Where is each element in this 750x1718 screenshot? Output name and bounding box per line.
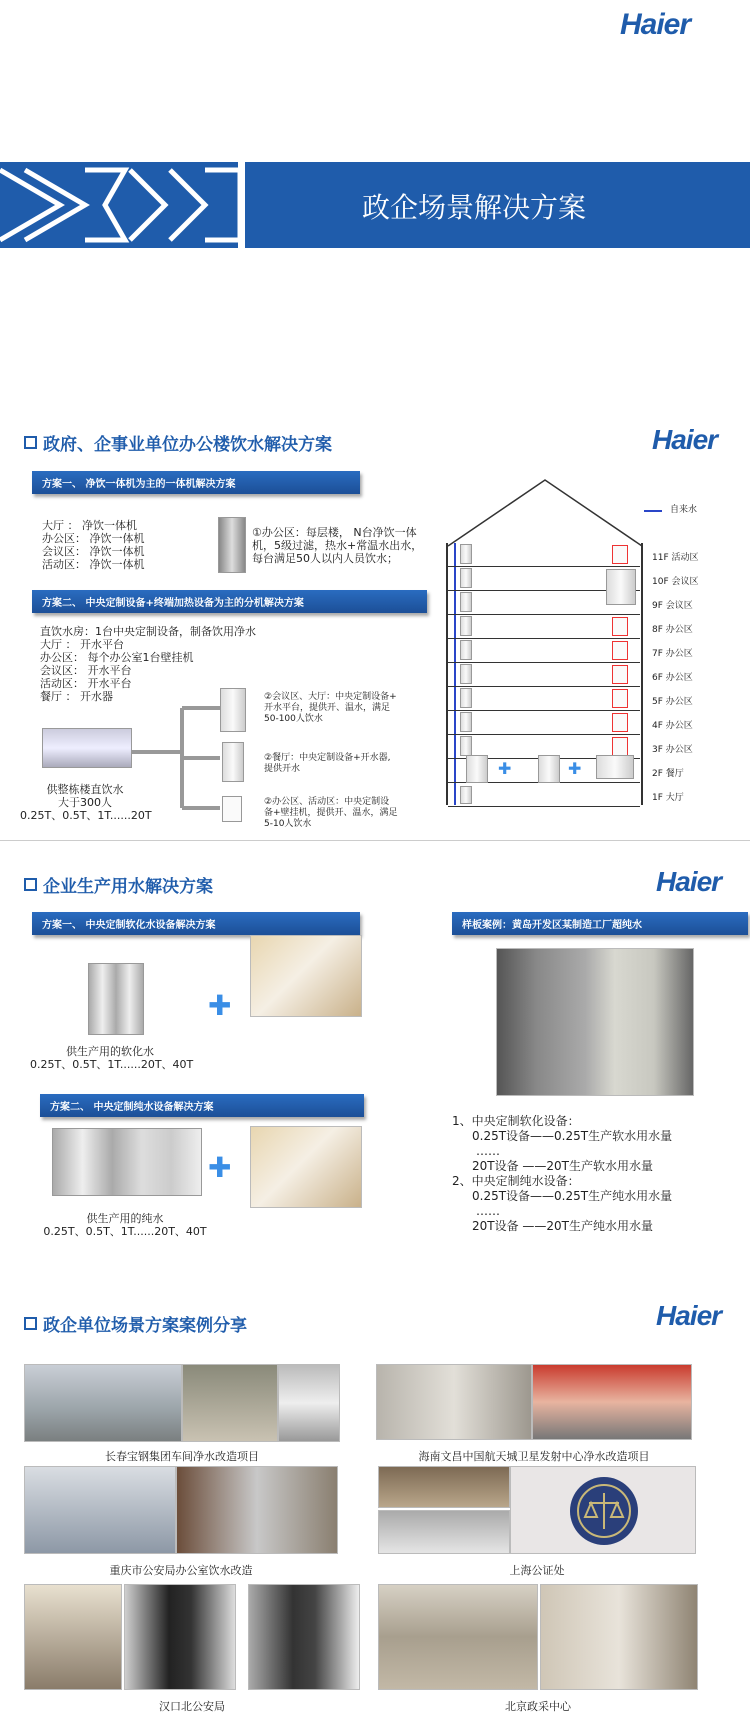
case-caption: 重庆市公安局办公室饮水改造 [109, 1564, 253, 1577]
banner-title: 政企场景解决方案 [362, 191, 587, 224]
plan2-bar: 方案二、 中央定制设备+终端加热设备为主的分机解决方案 [32, 590, 427, 613]
plan2-note2: ②餐厅：中央定制设备+开水器, 提供开水 [264, 753, 391, 774]
purifier-image [218, 517, 246, 573]
s2-plan1-caption: 供生产用的软化水 0.25T、0.5T、1T......20T、40T [30, 1045, 194, 1071]
notary-emblem-icon [511, 1467, 696, 1554]
building-roof [446, 478, 644, 548]
legend-line-icon [644, 510, 662, 512]
plus-icon: ✚ [208, 1151, 232, 1184]
central-equipment-image [42, 728, 132, 768]
wall-unit-image [612, 713, 628, 732]
section2-title: 企业生产用水解决方案 [24, 872, 213, 897]
floor-label: 6F 办公区 [652, 673, 693, 683]
s2-plan2-bar: 方案二、 中央定制纯水设备解决方案 [40, 1094, 364, 1117]
case-caption: 海南文昌中国航天城卫星发射中心净水改造项目 [418, 1450, 650, 1463]
floor-label: 7F 办公区 [652, 649, 693, 659]
case-photo [182, 1364, 278, 1442]
case-photo [378, 1510, 510, 1554]
boiler-image [222, 742, 244, 782]
case-photo [24, 1364, 182, 1442]
square-icon [24, 878, 37, 891]
case-photo [124, 1584, 236, 1690]
boiling-platform-image [220, 688, 246, 732]
square-icon [24, 1317, 37, 1330]
case-caption: 北京政采中心 [505, 1700, 571, 1713]
section1-title: 政府、企事业单位办公楼饮水解决方案 [24, 430, 332, 455]
wall-unit-image [612, 641, 628, 660]
s2-plan1-bar: 方案一、 中央定制软化水设备解决方案 [32, 912, 360, 935]
sample-lines: 1、中央定制软化设备： 0.25T设备——0.25T生产软水用水量 …… 20T设备 ——20T生产软水用水量 2、中央定制纯水设备： 0.25T设备——0.25T生产纯水用水量 …… 20T设备 ——20T生产纯水用水量 [452, 1114, 673, 1233]
plan1-areas: 大厅 ： 净饮一体机 办公区： 净饮一体机 会议区： 净饮一体机 活动区： 净饮一体机 [42, 519, 145, 571]
wall-mount-image [222, 796, 242, 822]
s2-plan2-caption: 供生产用的纯水 0.25T、0.5T、1T......20T、40T [43, 1212, 207, 1238]
central-equipment-image [596, 755, 634, 779]
floor-device-image [460, 568, 472, 588]
case-photo [24, 1584, 122, 1690]
square-icon [24, 436, 37, 449]
case-photo [176, 1466, 338, 1554]
banner-pattern-icon [0, 162, 245, 248]
case-caption: 长春宝钢集团车间净水改造项目 [105, 1450, 259, 1463]
floor-label: 10F 会议区 [652, 577, 699, 587]
floor-device-image [460, 712, 472, 732]
case-photo [248, 1584, 360, 1690]
plan2-source: 供整栋楼直饮水 大于300人 0.25T、0.5T、1T......20T [20, 783, 152, 822]
plan2-areas: 直饮水房：1台中央定制设备，制备饮用净水 大厅 ： 开水平台 办公区： 每个办公室1台壁挂机 会议区： 开水平台 活动区： 开水平台 餐厅 ： 开水器 [40, 625, 256, 703]
wall-unit-image [612, 689, 628, 708]
plan2-note1: ②会议区、大厅：中央定制设备+ 开水平台，提供开、温水，满足 50-100人饮水 [264, 692, 397, 724]
case-photo [378, 1466, 510, 1508]
plan2-note3: ②办公区、活动区：中央定制设 备+壁挂机，提供开、温水，满足 5-10人饮水 [264, 797, 398, 829]
floor-device-image [460, 640, 472, 660]
plus-icon: ✚ [208, 989, 232, 1022]
floor-row [448, 783, 640, 807]
section-divider [0, 840, 750, 841]
floor-device-image [460, 664, 472, 684]
case-photo [378, 1584, 538, 1690]
case-photo [510, 1466, 696, 1554]
case-photo [532, 1364, 692, 1440]
factory-photo [250, 1126, 362, 1208]
floor-label: 11F 活动区 [652, 553, 699, 563]
haier-logo: Haier [656, 866, 722, 897]
softener-image [88, 963, 144, 1035]
sample-photo [496, 948, 694, 1096]
case-photo [24, 1466, 176, 1554]
floor-device-image [460, 544, 472, 564]
floor-label: 5F 办公区 [652, 697, 693, 707]
section3-title: 政企单位场景方案案例分享 [24, 1311, 247, 1336]
pipe-diagram [132, 700, 222, 815]
floor-label: 9F 会议区 [652, 601, 693, 611]
floor-device-image [460, 592, 472, 612]
boiling-platform-image [606, 569, 636, 605]
case-photo [540, 1584, 698, 1690]
floor-label: 2F 餐厅 [652, 769, 684, 779]
wall-unit-image [612, 665, 628, 684]
case-photo [376, 1364, 532, 1440]
pure-water-image [52, 1128, 202, 1196]
wall-unit-image [612, 545, 628, 564]
floor-label: 3F 办公区 [652, 745, 693, 755]
wall-unit-image [612, 617, 628, 636]
floor-label: 4F 办公区 [652, 721, 693, 731]
plus-icon: ✚ [568, 759, 582, 778]
floor-device-image [460, 736, 472, 756]
floor-device-image [460, 616, 472, 636]
haier-logo: Haier [652, 424, 718, 455]
floor-device-image [460, 688, 472, 708]
case-caption: 汉口北公安局 [159, 1700, 225, 1713]
sample-bar: 样板案例：黄岛开发区某制造工厂超纯水 [452, 912, 748, 935]
case-caption: 上海公证处 [509, 1564, 565, 1577]
floor-label: 8F 办公区 [652, 625, 693, 635]
haier-logo: Haier [656, 1300, 722, 1331]
case-photo [278, 1364, 340, 1442]
haier-logo: Haier [620, 8, 691, 41]
plan1-note: ①办公区：每层楼， N台净饮一体 机，5级过滤，热水+常温水出水， 每台满足50人以内人员饮水； [252, 526, 423, 565]
legend-label: 自来水 [670, 505, 698, 515]
factory-photo [250, 935, 362, 1017]
building-right-wall [641, 543, 643, 805]
banner [0, 162, 750, 248]
floor-device-image [538, 755, 560, 783]
floor-label: 1F 大厅 [652, 793, 684, 803]
floor-device-image [466, 755, 488, 783]
plan1-bar: 方案一、 净饮一体机为主的一体机解决方案 [32, 471, 360, 494]
plus-icon: ✚ [498, 759, 512, 778]
wall-unit-image [612, 737, 628, 756]
floor-device-image [460, 786, 472, 804]
